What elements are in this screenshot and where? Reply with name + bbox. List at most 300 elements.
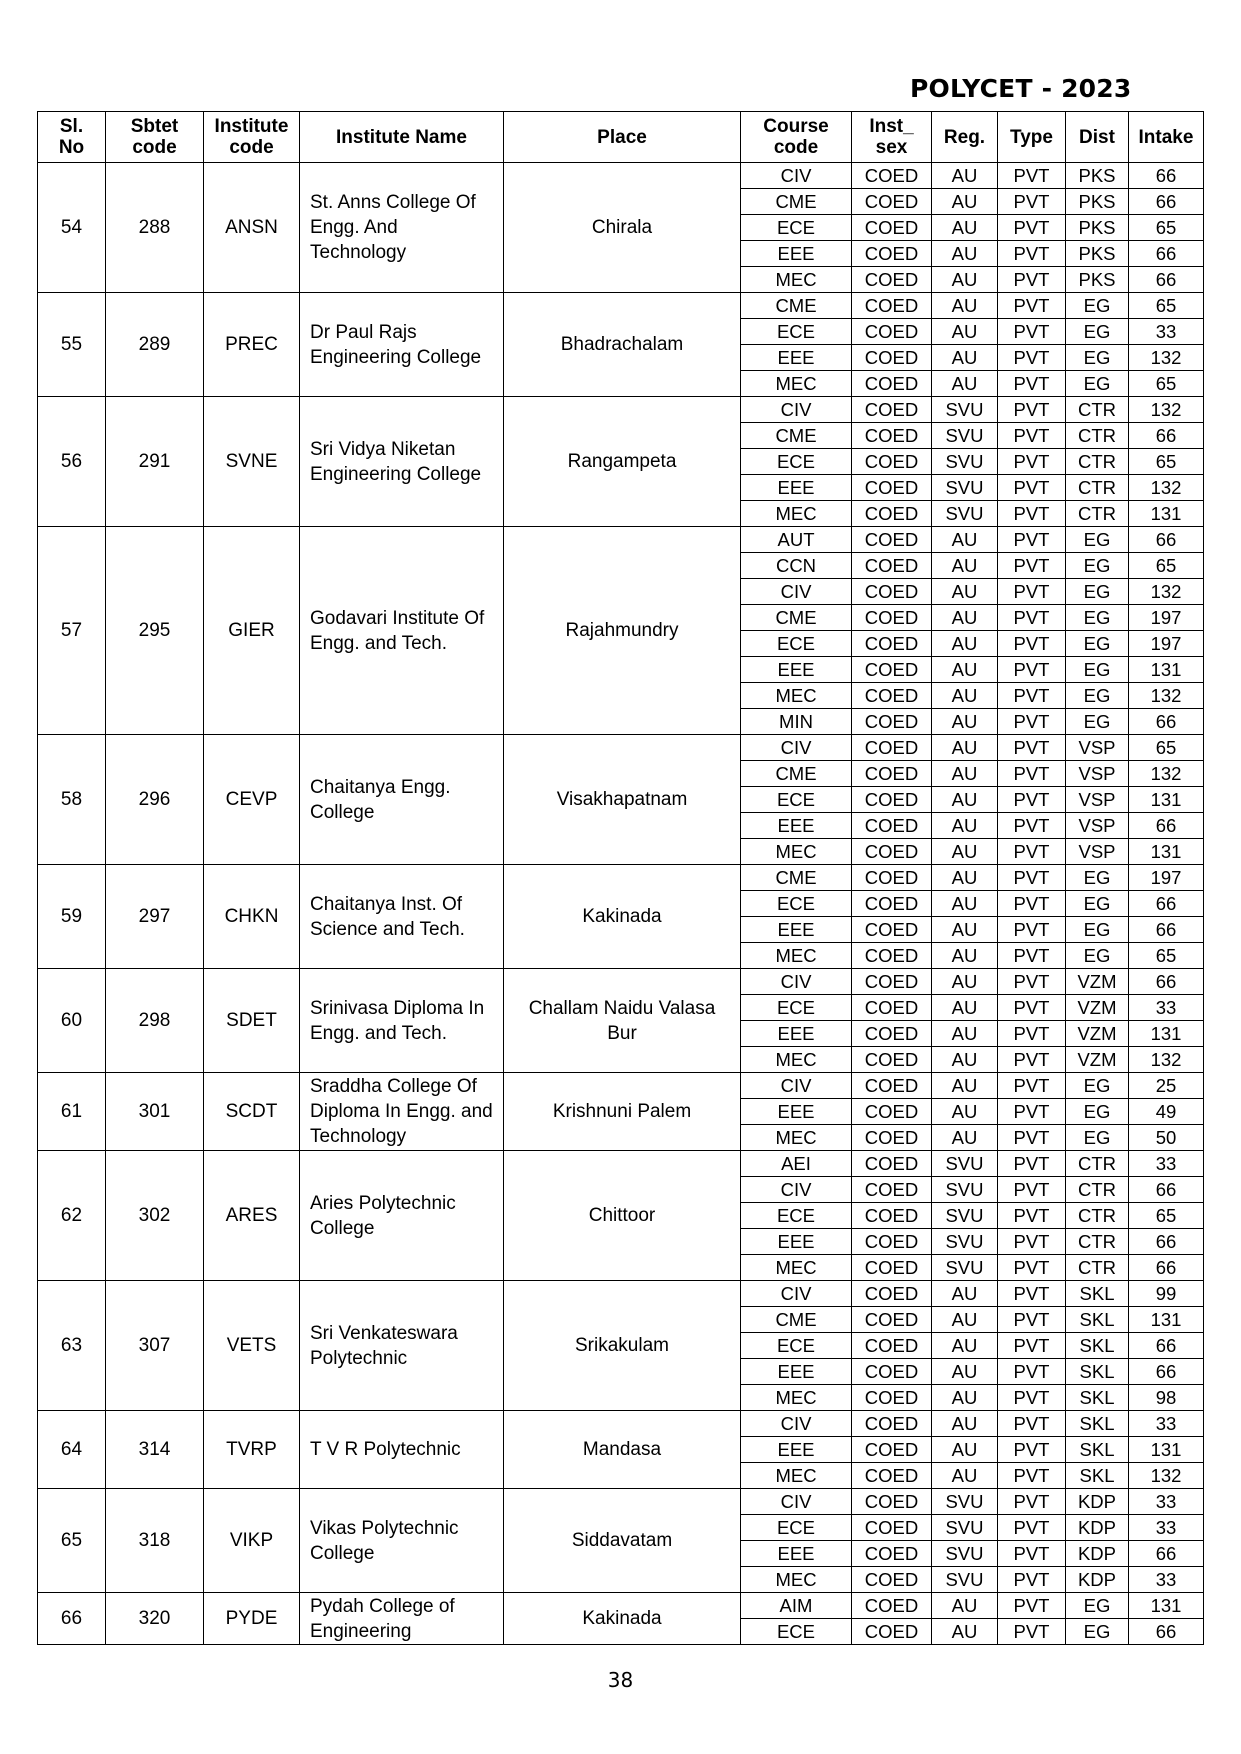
cell-sbtet-code: 295	[106, 527, 204, 735]
cell-inst-sex: COED	[852, 1229, 932, 1255]
cell-intake: 65	[1129, 449, 1204, 475]
cell-district: EG	[1066, 319, 1129, 345]
cell-type: PVT	[998, 917, 1066, 943]
cell-inst-sex: COED	[852, 605, 932, 631]
cell-region: AU	[932, 189, 998, 215]
cell-type: PVT	[998, 813, 1066, 839]
cell-course-code: MEC	[741, 501, 852, 527]
cell-district: EG	[1066, 1593, 1129, 1619]
cell-region: AU	[932, 813, 998, 839]
cell-intake: 66	[1129, 1255, 1204, 1281]
cell-course-code: CIV	[741, 1177, 852, 1203]
table-row	[38, 735, 1204, 761]
cell-course-code: MIN	[741, 709, 852, 735]
cell-type: PVT	[998, 865, 1066, 891]
cell-intake: 66	[1129, 527, 1204, 553]
cell-institute-code: VETS	[204, 1281, 300, 1411]
table-row	[38, 1489, 1204, 1515]
cell-intake: 131	[1129, 839, 1204, 865]
cell-intake: 99	[1129, 1281, 1204, 1307]
cell-type: PVT	[998, 215, 1066, 241]
cell-intake: 65	[1129, 1203, 1204, 1229]
cell-region: AU	[932, 1385, 998, 1411]
cell-course-code: EEE	[741, 813, 852, 839]
institute-name-line: Engineering College	[310, 463, 482, 485]
cell-region: AU	[932, 1359, 998, 1385]
cell-type: PVT	[998, 501, 1066, 527]
cell-type: PVT	[998, 1489, 1066, 1515]
cell-region: SVU	[932, 501, 998, 527]
cell-region: AU	[932, 605, 998, 631]
cell-institute-code: GIER	[204, 527, 300, 735]
institute-name-line: College	[310, 1542, 375, 1564]
cell-inst-sex: COED	[852, 1177, 932, 1203]
place-line: Chittoor	[588, 1205, 656, 1226]
cell-type: PVT	[998, 527, 1066, 553]
institute-name-line: Engg. and Tech.	[310, 632, 447, 654]
cell-type: PVT	[998, 163, 1066, 189]
cell-institute-name	[300, 163, 504, 293]
cell-district: VZM	[1066, 1047, 1129, 1073]
cell-sl-no: 55	[38, 293, 106, 397]
place-line: Rajahmundry	[565, 620, 679, 641]
cell-region: AU	[932, 709, 998, 735]
cell-type: PVT	[998, 397, 1066, 423]
cell-district: CTR	[1066, 1255, 1129, 1281]
header-sl-no: Sl. No	[38, 112, 106, 163]
cell-district: EG	[1066, 579, 1129, 605]
cell-inst-sex: COED	[852, 1307, 932, 1333]
cell-sbtet-code: 298	[106, 969, 204, 1073]
cell-district: CTR	[1066, 1177, 1129, 1203]
cell-intake: 132	[1129, 579, 1204, 605]
cell-type: PVT	[998, 943, 1066, 969]
cell-district: PKS	[1066, 163, 1129, 189]
cell-intake: 33	[1129, 1411, 1204, 1437]
cell-inst-sex: COED	[852, 1515, 932, 1541]
cell-district: EG	[1066, 1125, 1129, 1151]
cell-course-code: CME	[741, 189, 852, 215]
cell-institute-code: SDET	[204, 969, 300, 1073]
cell-region: SVU	[932, 1151, 998, 1177]
institute-name-line: Technology	[310, 1126, 407, 1147]
cell-intake: 66	[1129, 813, 1204, 839]
table-row	[38, 1281, 1204, 1307]
cell-type: PVT	[998, 969, 1066, 995]
cell-inst-sex: COED	[852, 1047, 932, 1073]
cell-region: AU	[932, 371, 998, 397]
cell-region: AU	[932, 1411, 998, 1437]
cell-type: PVT	[998, 241, 1066, 267]
cell-course-code: EEE	[741, 1229, 852, 1255]
institute-table	[37, 111, 1204, 1645]
cell-inst-sex: COED	[852, 1385, 932, 1411]
cell-inst-sex: COED	[852, 1099, 932, 1125]
cell-region: AU	[932, 839, 998, 865]
cell-institute-name	[300, 293, 504, 397]
cell-intake: 66	[1129, 1229, 1204, 1255]
cell-inst-sex: COED	[852, 475, 932, 501]
header-row	[38, 112, 1204, 163]
cell-place	[504, 969, 741, 1073]
cell-intake: 66	[1129, 1177, 1204, 1203]
institute-name-line: Sraddha College Of	[310, 1076, 477, 1097]
institute-name-line: Science and Tech.	[310, 918, 465, 940]
cell-intake: 66	[1129, 241, 1204, 267]
cell-type: PVT	[998, 1047, 1066, 1073]
cell-intake: 33	[1129, 319, 1204, 345]
cell-institute-code: TVRP	[204, 1411, 300, 1489]
cell-district: SKL	[1066, 1359, 1129, 1385]
cell-course-code: MEC	[741, 1047, 852, 1073]
cell-intake: 66	[1129, 1333, 1204, 1359]
cell-course-code: CIV	[741, 163, 852, 189]
cell-inst-sex: COED	[852, 995, 932, 1021]
cell-type: PVT	[998, 891, 1066, 917]
cell-institute-code: CHKN	[204, 865, 300, 969]
cell-district: PKS	[1066, 189, 1129, 215]
cell-type: PVT	[998, 1177, 1066, 1203]
cell-inst-sex: COED	[852, 891, 932, 917]
cell-inst-sex: COED	[852, 813, 932, 839]
header-region: Reg.	[932, 112, 998, 163]
cell-intake: 131	[1129, 1593, 1204, 1619]
header-intake: Intake	[1129, 112, 1204, 163]
cell-intake: 131	[1129, 1021, 1204, 1047]
cell-intake: 50	[1129, 1125, 1204, 1151]
cell-district: VZM	[1066, 995, 1129, 1021]
cell-course-code: EEE	[741, 1021, 852, 1047]
cell-region: AU	[932, 917, 998, 943]
cell-region: AU	[932, 1021, 998, 1047]
cell-type: PVT	[998, 1619, 1066, 1645]
cell-region: SVU	[932, 1515, 998, 1541]
cell-place	[504, 1151, 741, 1281]
cell-sl-no: 54	[38, 163, 106, 293]
cell-course-code: MEC	[741, 839, 852, 865]
cell-district: VZM	[1066, 969, 1129, 995]
cell-inst-sex: COED	[852, 215, 932, 241]
place-line: Bhadrachalam	[560, 334, 684, 355]
cell-type: PVT	[998, 345, 1066, 371]
cell-place	[504, 1411, 741, 1489]
cell-intake: 66	[1129, 709, 1204, 735]
table-row	[38, 293, 1204, 319]
cell-intake: 66	[1129, 1359, 1204, 1385]
table-row	[38, 865, 1204, 891]
cell-intake: 131	[1129, 787, 1204, 813]
cell-region: SVU	[932, 1177, 998, 1203]
cell-district: CTR	[1066, 423, 1129, 449]
cell-inst-sex: COED	[852, 1125, 932, 1151]
cell-intake: 66	[1129, 917, 1204, 943]
cell-type: PVT	[998, 1099, 1066, 1125]
cell-course-code: EEE	[741, 241, 852, 267]
cell-inst-sex: COED	[852, 423, 932, 449]
cell-intake: 65	[1129, 293, 1204, 319]
cell-type: PVT	[998, 631, 1066, 657]
cell-district: EG	[1066, 631, 1129, 657]
place-line: Srikakulam	[575, 1335, 669, 1356]
cell-type: PVT	[998, 1385, 1066, 1411]
cell-region: AU	[932, 1333, 998, 1359]
table-row	[38, 1073, 1204, 1099]
cell-institute-code: SCDT	[204, 1073, 300, 1151]
cell-region: AU	[932, 1073, 998, 1099]
cell-inst-sex: COED	[852, 527, 932, 553]
cell-course-code: CIV	[741, 579, 852, 605]
cell-inst-sex: COED	[852, 1281, 932, 1307]
cell-type: PVT	[998, 995, 1066, 1021]
cell-sl-no: 56	[38, 397, 106, 527]
cell-intake: 65	[1129, 943, 1204, 969]
cell-inst-sex: COED	[852, 969, 932, 995]
cell-course-code: CIV	[741, 969, 852, 995]
cell-district: CTR	[1066, 501, 1129, 527]
cell-region: AU	[932, 969, 998, 995]
cell-sl-no: 58	[38, 735, 106, 865]
cell-course-code: MEC	[741, 1385, 852, 1411]
cell-course-code: CIV	[741, 397, 852, 423]
cell-course-code: MEC	[741, 1567, 852, 1593]
cell-intake: 131	[1129, 657, 1204, 683]
institute-name-line: Srinivasa Diploma In	[310, 997, 485, 1019]
cell-intake: 33	[1129, 1489, 1204, 1515]
cell-course-code: CME	[741, 423, 852, 449]
cell-intake: 197	[1129, 865, 1204, 891]
cell-district: SKL	[1066, 1411, 1129, 1437]
cell-intake: 66	[1129, 969, 1204, 995]
cell-intake: 132	[1129, 345, 1204, 371]
cell-intake: 49	[1129, 1099, 1204, 1125]
cell-region: AU	[932, 1593, 998, 1619]
cell-region: AU	[932, 345, 998, 371]
cell-sl-no: 60	[38, 969, 106, 1073]
header-place: Place	[504, 112, 741, 163]
cell-district: EG	[1066, 891, 1129, 917]
cell-region: AU	[932, 865, 998, 891]
cell-region: AU	[932, 267, 998, 293]
place-line: Mandasa	[582, 1439, 662, 1460]
cell-intake: 66	[1129, 267, 1204, 293]
cell-type: PVT	[998, 1541, 1066, 1567]
cell-sbtet-code: 301	[106, 1073, 204, 1151]
cell-region: AU	[932, 995, 998, 1021]
cell-intake: 65	[1129, 215, 1204, 241]
cell-region: AU	[932, 787, 998, 813]
cell-course-code: EEE	[741, 1359, 852, 1385]
cell-region: AU	[932, 1463, 998, 1489]
cell-district: CTR	[1066, 397, 1129, 423]
institute-name-line: Pydah College of	[310, 1595, 455, 1617]
institute-name-line: T V R Polytechnic	[310, 1439, 461, 1460]
place-line: Kakinada	[582, 1608, 662, 1629]
place-line: Krishnuni Palem	[552, 1101, 692, 1122]
cell-inst-sex: COED	[852, 501, 932, 527]
cell-inst-sex: COED	[852, 579, 932, 605]
institute-name-line: Chaitanya Engg.	[310, 776, 451, 798]
cell-inst-sex: COED	[852, 943, 932, 969]
cell-inst-sex: COED	[852, 1541, 932, 1567]
cell-region: AU	[932, 215, 998, 241]
place-line: Rangampeta	[567, 451, 677, 472]
cell-institute-name	[300, 527, 504, 735]
cell-region: AU	[932, 1281, 998, 1307]
cell-sbtet-code: 314	[106, 1411, 204, 1489]
cell-institute-code: VIKP	[204, 1489, 300, 1593]
cell-type: PVT	[998, 1281, 1066, 1307]
cell-place	[504, 1489, 741, 1593]
place-line: Bur	[607, 1022, 637, 1044]
cell-inst-sex: COED	[852, 1489, 932, 1515]
cell-course-code: CME	[741, 605, 852, 631]
cell-region: AU	[932, 1047, 998, 1073]
cell-inst-sex: COED	[852, 1255, 932, 1281]
cell-type: PVT	[998, 1593, 1066, 1619]
cell-sbtet-code: 297	[106, 865, 204, 969]
cell-institute-code: ARES	[204, 1151, 300, 1281]
header-institute-code: Institute code	[204, 112, 300, 163]
cell-type: PVT	[998, 1411, 1066, 1437]
cell-type: PVT	[998, 1307, 1066, 1333]
cell-inst-sex: COED	[852, 293, 932, 319]
cell-institute-name	[300, 969, 504, 1073]
cell-intake: 66	[1129, 1619, 1204, 1645]
cell-district: EG	[1066, 371, 1129, 397]
cell-sl-no: 61	[38, 1073, 106, 1151]
cell-sl-no: 65	[38, 1489, 106, 1593]
cell-region: AU	[932, 1619, 998, 1645]
cell-intake: 132	[1129, 1047, 1204, 1073]
cell-district: EG	[1066, 605, 1129, 631]
cell-inst-sex: COED	[852, 371, 932, 397]
cell-course-code: CIV	[741, 1411, 852, 1437]
cell-course-code: ECE	[741, 995, 852, 1021]
cell-course-code: EEE	[741, 1437, 852, 1463]
cell-region: SVU	[932, 1203, 998, 1229]
cell-district: SKL	[1066, 1463, 1129, 1489]
cell-type: PVT	[998, 553, 1066, 579]
cell-inst-sex: COED	[852, 787, 932, 813]
header-district: Dist	[1066, 112, 1129, 163]
cell-institute-name	[300, 1411, 504, 1489]
cell-intake: 131	[1129, 501, 1204, 527]
cell-course-code: MEC	[741, 1125, 852, 1151]
cell-type: PVT	[998, 605, 1066, 631]
table-body	[38, 163, 1204, 1645]
cell-place	[504, 865, 741, 969]
cell-type: PVT	[998, 1229, 1066, 1255]
cell-region: AU	[932, 1307, 998, 1333]
cell-place	[504, 163, 741, 293]
cell-course-code: ECE	[741, 1203, 852, 1229]
cell-intake: 33	[1129, 1515, 1204, 1541]
cell-district: SKL	[1066, 1437, 1129, 1463]
cell-type: PVT	[998, 709, 1066, 735]
institute-name-line: Godavari Institute Of	[310, 607, 485, 629]
cell-course-code: ECE	[741, 787, 852, 813]
cell-district: SKL	[1066, 1385, 1129, 1411]
cell-district: EG	[1066, 345, 1129, 371]
cell-district: KDP	[1066, 1541, 1129, 1567]
institute-name-line: Sri Vidya Niketan	[310, 438, 456, 460]
cell-region: SVU	[932, 1541, 998, 1567]
cell-institute-code: PYDE	[204, 1593, 300, 1645]
table-row	[38, 1151, 1204, 1177]
cell-sbtet-code: 307	[106, 1281, 204, 1411]
cell-intake: 66	[1129, 1541, 1204, 1567]
cell-type: PVT	[998, 319, 1066, 345]
cell-institute-code: CEVP	[204, 735, 300, 865]
cell-district: CTR	[1066, 1151, 1129, 1177]
cell-district: CTR	[1066, 1203, 1129, 1229]
cell-region: SVU	[932, 1229, 998, 1255]
institute-name-line: College	[310, 1217, 375, 1239]
cell-intake: 65	[1129, 735, 1204, 761]
cell-type: PVT	[998, 1567, 1066, 1593]
cell-course-code: ECE	[741, 449, 852, 475]
cell-sl-no: 63	[38, 1281, 106, 1411]
cell-type: PVT	[998, 1437, 1066, 1463]
institute-name-line: Sri Venkateswara	[310, 1322, 458, 1344]
cell-inst-sex: COED	[852, 553, 932, 579]
cell-sl-no: 57	[38, 527, 106, 735]
header-course-code: Course code	[741, 112, 852, 163]
cell-region: AU	[932, 579, 998, 605]
cell-region: AU	[932, 657, 998, 683]
cell-intake: 132	[1129, 1463, 1204, 1489]
cell-institute-name	[300, 735, 504, 865]
institute-name-line: St. Anns College Of	[310, 192, 476, 213]
cell-course-code: AUT	[741, 527, 852, 553]
cell-district: KDP	[1066, 1489, 1129, 1515]
cell-type: PVT	[998, 1203, 1066, 1229]
cell-course-code: EEE	[741, 475, 852, 501]
cell-district: EG	[1066, 943, 1129, 969]
cell-district: KDP	[1066, 1515, 1129, 1541]
cell-place	[504, 1593, 741, 1645]
cell-sl-no: 62	[38, 1151, 106, 1281]
cell-sbtet-code: 289	[106, 293, 204, 397]
cell-inst-sex: COED	[852, 1437, 932, 1463]
cell-intake: 66	[1129, 891, 1204, 917]
cell-intake: 197	[1129, 631, 1204, 657]
table-row	[38, 163, 1204, 189]
cell-inst-sex: COED	[852, 1593, 932, 1619]
cell-region: AU	[932, 293, 998, 319]
institute-name-line: Vikas Polytechnic	[310, 1517, 459, 1539]
cell-district: EG	[1066, 657, 1129, 683]
cell-region: AU	[932, 553, 998, 579]
institute-name-line: Engg. and Tech.	[310, 1022, 447, 1044]
cell-inst-sex: COED	[852, 865, 932, 891]
cell-institute-name	[300, 865, 504, 969]
cell-district: SKL	[1066, 1307, 1129, 1333]
cell-course-code: ECE	[741, 1515, 852, 1541]
cell-inst-sex: COED	[852, 735, 932, 761]
cell-sl-no: 66	[38, 1593, 106, 1645]
cell-type: PVT	[998, 189, 1066, 215]
cell-inst-sex: COED	[852, 1411, 932, 1437]
cell-type: PVT	[998, 839, 1066, 865]
cell-region: AU	[932, 761, 998, 787]
cell-region: AU	[932, 735, 998, 761]
cell-type: PVT	[998, 371, 1066, 397]
cell-inst-sex: COED	[852, 1151, 932, 1177]
cell-course-code: MEC	[741, 683, 852, 709]
cell-sbtet-code: 296	[106, 735, 204, 865]
cell-course-code: MEC	[741, 267, 852, 293]
